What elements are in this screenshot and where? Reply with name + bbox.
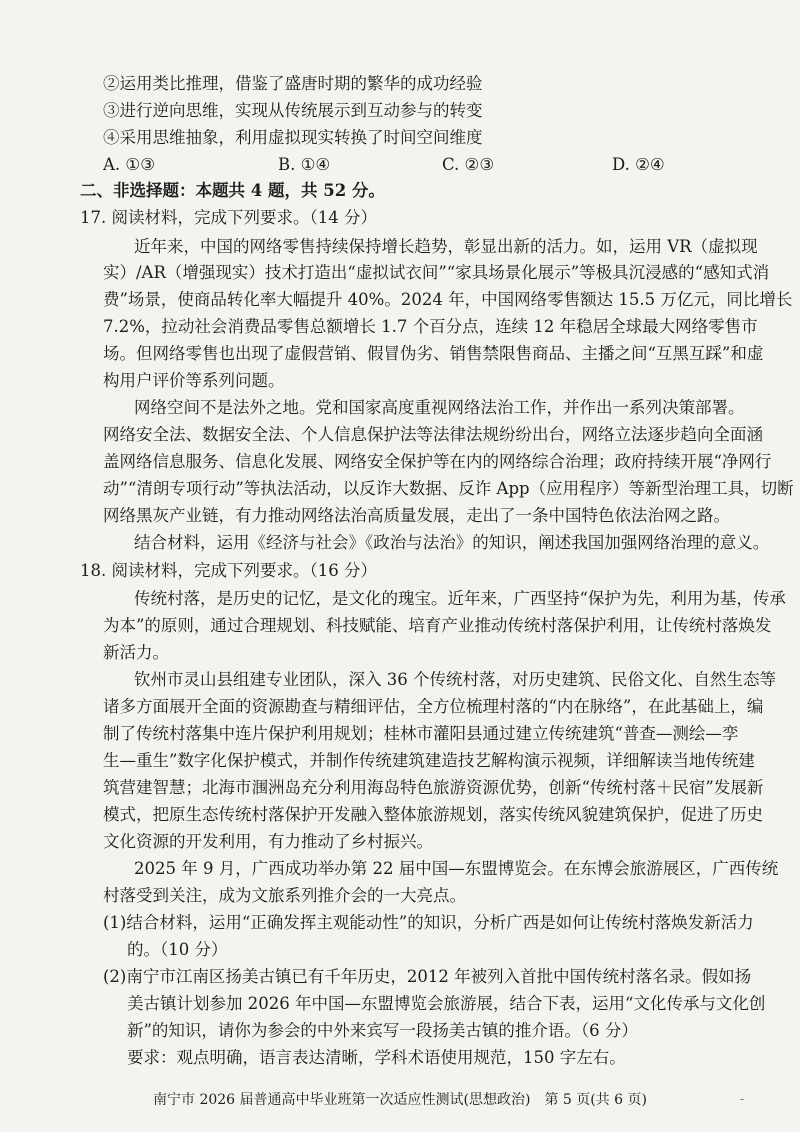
q17-line: 近年来，中国的网络零售持续保持增长趋势，彰显出新的活力。如，运用 VR（虚拟现 <box>134 237 758 256</box>
q18-line: 筑营建智慧；北海市涠洲岛充分利用海岛特色旅游资源优势，创新“传统村落＋民宿”发展新 <box>103 778 764 797</box>
q18-sub1-cont: 的。（10 分） <box>127 940 228 959</box>
q18-line: 新活力。 <box>103 643 169 662</box>
q18-sub1: (1)结合材料，运用“正确发挥主观能动性”的知识，分析广西是如何让传统村落焕发新活力 <box>103 913 754 932</box>
q18-line: 模式，把原生态传统村落保护开发融入整体旅游规划，落实传统风貌建筑保护，促进了历史 <box>103 805 763 824</box>
q18-line: 为本”的原则，通过合理规划、科技赋能、培育产业推动传统村落保护利用，让传统村落焕发 <box>103 616 772 635</box>
q18-requirement: 要求：观点明确，语言表达清晰，学科术语使用规范，150 字左右。 <box>127 1048 626 1067</box>
option-2: ②运用类比推理，借鉴了盛唐时期的繁华的成功经验 <box>103 74 483 93</box>
q18-line: 诸多方面展开全面的资源勘查与精细评估，全方位梳理村落的“内在脉络”，在此基础上，编 <box>103 697 764 716</box>
q17-prompt: 结合材料，运用《经济与社会》《政治与法治》的知识，阐述我国加强网络治理的意义。 <box>134 533 770 552</box>
q17-line: 网络空间不是法外之地。党和国家高度重视网络法治工作，并作出一系列决策部署。 <box>134 398 745 417</box>
q17-line: 实）/AR（增强现实）技术打造出“虚拟试衣间”“家具场景化展示”等极具沉浸感的“感知式消 <box>103 263 770 282</box>
q17-line: 网络黑灰产业链，有力推动网络法治高质量发展，走出了一条中国特色依法治网之路。 <box>103 506 730 525</box>
edge-mark: - <box>740 1092 745 1106</box>
q18-line: 村落受到关注，成为文旅系列推介会的一大亮点。 <box>103 886 466 905</box>
choice-b: B. ①④ <box>278 155 331 174</box>
q18-line: 2025 年 9 月，广西成功举办第 22 届中国—东盟博览会。在东博会旅游展区，广西传统 <box>134 859 779 878</box>
choice-c: C. ②③ <box>442 155 495 174</box>
q18-sub2-cont: 美古镇计划参加 2026 年中国—东盟博览会旅游展，结合下表，运用“文化传承与文化创 <box>127 994 766 1013</box>
q17-line: 盖网络信息服务、信息化发展、网络安全保护等在内的网络综合治理；政府持续开展“净网行 <box>103 452 772 471</box>
q17-line: 场。但网络零售也出现了虚假营销、假冒伪劣、销售禁限售商品、主播之间“互黑互踩”和虚 <box>103 344 764 363</box>
q17-line: 动”“清朗专项行动”等执法活动，以反诈大数据、反诈 App（应用程序）等新型治理工具，切断 <box>103 479 794 498</box>
option-3: ③进行逆向思维，实现从传统展示到互动参与的转变 <box>103 101 483 120</box>
q18-sub2-cont: 新”的知识，请你为参会的中外来宾写一段扬美古镇的推介语。（6 分） <box>127 1021 638 1040</box>
q17-line: 网络安全法、数据安全法、个人信息保护法等法律法规纷纷出台，网络立法逐步趋向全面涵 <box>103 425 763 444</box>
option-4: ④采用思维抽象，利用虚拟现实转换了时间空间维度 <box>103 128 483 147</box>
q18-line: 文化资源的开发利用，有力推动了乡村振兴。 <box>103 832 433 851</box>
q17-title: 17. 阅读材料，完成下列要求。（14 分） <box>80 208 377 227</box>
q17-line: 费”场景，使商品转化率大幅提升 40%。2024 年，中国网络零售额达 15.5 万亿元，同比增长 <box>103 290 793 309</box>
choice-a: A. ①③ <box>103 155 155 174</box>
q17-line: 7.2%，拉动社会消费品零售总额增长 1.7 个百分点，连续 12 年稳居全球最大网络零售市 <box>103 317 758 336</box>
choice-d: D. ②④ <box>612 155 665 174</box>
q18-line: 钦州市灵山县组建专业团队，深入 36 个传统村落，对历史建筑、民俗文化、自然生态等 <box>134 670 776 689</box>
q18-line: 传统村落，是历史的记忆，是文化的瑰宝。近年来，广西坚持“保护为先，利用为基，传承 <box>134 589 786 608</box>
page-footer: 南宁市 2026 届普通高中毕业班第一次适应性测试(思想政治) 第 5 页(共 6 页) <box>153 1092 647 1108</box>
section-title: 二、非选择题：本题共 4 题，共 52 分。 <box>80 181 385 200</box>
q17-line: 构用户评价等系列问题。 <box>103 371 285 390</box>
q18-title: 18. 阅读材料，完成下列要求。（16 分） <box>80 561 377 580</box>
q18-line: 生—重生”数字化保护模式，并制作传统建筑建造技艺解构演示视频，详细解读当地传统建 <box>103 751 755 770</box>
q18-line: 制了传统村落集中连片保护利用规划；桂林市灌阳县通过建立传统建筑“普查—测绘—孪 <box>103 724 739 743</box>
q18-sub2: (2)南宁市江南区扬美古镇已有千年历史，2012 年被列入首批中国传统村落名录。假如扬 <box>103 967 752 986</box>
